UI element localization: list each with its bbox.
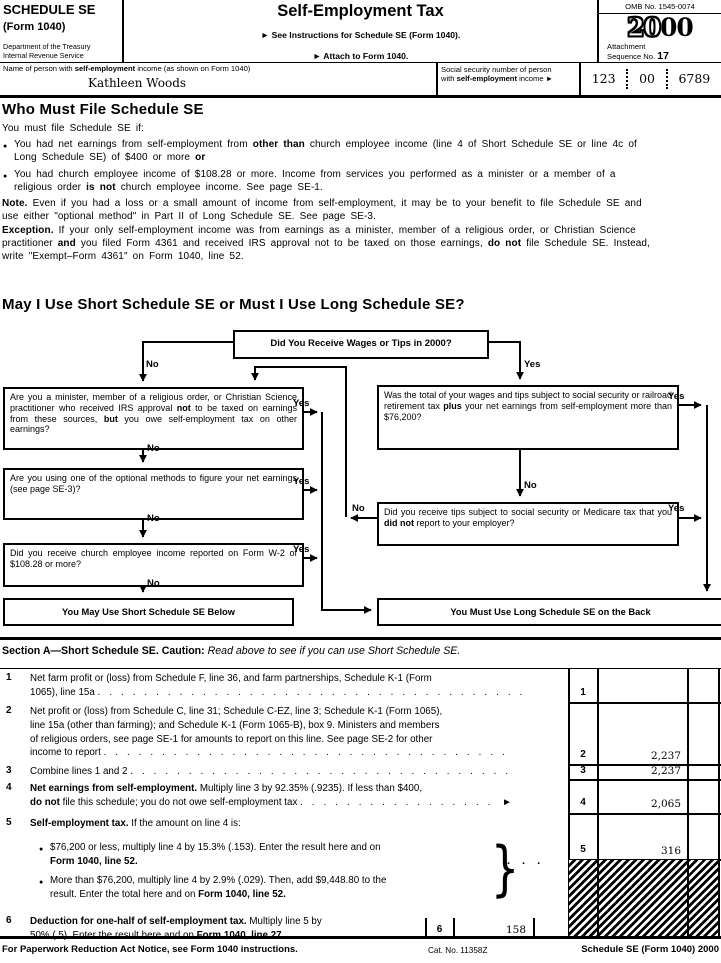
ssn-serial-field[interactable]: 6789 (678, 71, 711, 86)
line4-amount-field[interactable]: 2,065 (650, 798, 681, 810)
line3-amount-field[interactable]: 2,237 (650, 765, 681, 777)
line3-box-number: 3 (580, 765, 586, 776)
who-must-file-bullet-2: ● You had church employee income of $108.28 or more. Income from services you performed as a minister or a member of a religious order is not church employee income. See page SE-1. (3, 169, 616, 194)
omb-number: OMB No. 1545-0074 (625, 2, 695, 11)
bullet-icon: ● (3, 173, 8, 180)
line1-text: Net farm profit or (loss) from Schedule F, line 36, and farm partnerships, Schedule K-1 (Form 1065), line 15a ..................................... (30, 673, 532, 698)
tax-year (599, 15, 721, 40)
flowchart-short-result: You May Use Short Schedule SE Below (3, 598, 294, 626)
section-a-heading-bold: Section A—Short Schedule SE. Caution: (2, 645, 205, 657)
line5-bullet-a: ● $76,200 or less, multiply line 4 by 15.3% (.153). Enter the result here and on Form 1040, line 52. (39, 842, 381, 867)
flowchart-heading: May I Use Short Schedule SE or Must I Use Long Schedule SE? (2, 296, 465, 313)
paperwork-notice: For Paperwork Reduction Act Notice, see Form 1040 instructions. (2, 944, 298, 955)
name-field[interactable]: Kathleen Woods (88, 76, 187, 90)
name-label: Name of person with self-employment income (as shown on Form 1040) (3, 64, 251, 73)
line6-amount-field[interactable]: 158 (505, 924, 526, 936)
form-footer-id: Schedule SE (Form 1040) 2000 (581, 944, 719, 955)
section-a-heading-note: Read above to see if you can use Short Schedule SE. (207, 645, 461, 657)
flowchart-left-question-1: Are you a minister, member of a religious order, or Christian Science practitioner who received IRS approval not to be taxed on earnings from these sources, but you owe self-employment tax on other earnings? (3, 387, 304, 450)
ssn-field-group (581, 63, 721, 94)
line2-number: 2 (6, 705, 12, 716)
flowchart-right-question-1: Was the total of your wages and tips subject to social security or railroad retirement tax plus your net earnings from self-employment more than $76,200? (377, 385, 679, 450)
flowchart-left-question-2: Are you using one of the optional methods to figure your net earnings (see page SE-3)? (3, 468, 304, 520)
form-title: Self-Employment Tax (277, 2, 444, 20)
catalog-number: Cat. No. 11358Z (428, 946, 488, 955)
line1-box-number: 1 (580, 687, 586, 698)
bullet-icon: ● (3, 143, 8, 150)
flowchart-long-result: You Must Use Long Schedule SE on the Back (377, 598, 721, 626)
line2-amount-field[interactable]: 2,237 (650, 750, 681, 762)
line3-text: Combine lines 1 and 2 ................................. (30, 766, 518, 777)
line5-amount-field[interactable]: 316 (660, 845, 681, 857)
line6-box-number: 6 (436, 924, 443, 935)
line5-bullet-b: ● More than $76,200, multiply line 4 by 2.9% (.029). Then, add $9,448.80 to the result. Enter the total here and on Form 1040, line 52. (39, 875, 387, 900)
schedule-number: SCHEDULE SE (3, 2, 96, 17)
label-yes-2: Yes (293, 476, 310, 487)
ssn-area-field[interactable]: 123 (591, 71, 616, 86)
label-no-2: No (147, 513, 160, 524)
shaded-area (569, 860, 720, 936)
flowchart-right-question-2: Did you receive tips subject to social security or Medicare tax that you did not report to your employer? (377, 502, 679, 546)
who-must-file-note: Note. Even if you had a loss or a small amount of income from self-employment, it may be to your benefit to file Schedule SE and use either "optional method" in Part II of Long Schedule SE. See page SE-3. (2, 198, 642, 223)
see-instructions-line: ► See Instructions for Schedule SE (Form 1040). (260, 30, 461, 40)
label-no-3: No (147, 578, 160, 589)
ssn-group-field[interactable]: 00 (639, 71, 655, 86)
line1-number: 1 (6, 672, 12, 683)
label-yes-3: Yes (293, 544, 310, 555)
line4-number: 4 (6, 782, 12, 793)
sequence-number: 17 (657, 50, 669, 62)
line2-text: Net profit or (loss) from Schedule C, line 31; Schedule C-EZ, line 3; Schedule K-1 (Form 1065), line 15a (other than farming); and Schedule K-1 (Form 1065-B), box 9. Ministers and members of religious orders, see page SE-1 for amounts to report on this line. See page SE-2 for other income to report ................................... (30, 706, 514, 759)
section-a-heading (2, 645, 460, 657)
header-left-block (0, 0, 123, 62)
label-no-top: No (146, 359, 159, 370)
who-must-file-intro: You must file Schedule SE if: (2, 123, 144, 134)
label-yes-right-1: Yes (668, 391, 685, 402)
bullet-icon: ● (39, 846, 44, 853)
label-no-right-1: No (524, 480, 537, 491)
label-yes-right-2: Yes (668, 503, 685, 514)
flowchart-left-question-3: Did you receive church employee income reported on Form W-2 of $108.28 or more? (3, 543, 304, 587)
sequence-label: Sequence No. 17 (607, 50, 669, 62)
ssn-divider (626, 69, 628, 89)
line5-box-number: 5 (580, 844, 586, 855)
header-center-block (123, 0, 598, 62)
form-number: (Form 1040) (3, 21, 66, 33)
irs-label: Internal Revenue Service (3, 51, 84, 60)
ssn-label-line2: with self-employment income ► (441, 74, 554, 83)
line3-number: 3 (6, 765, 12, 776)
omb-block (599, 0, 721, 62)
line2-box-number: 2 (580, 749, 586, 760)
year-solid-digits: 00 (660, 13, 693, 42)
label-no-1: No (147, 443, 160, 454)
dept-treasury: Department of the Treasury (3, 42, 91, 51)
ssn-label-line1: Social security number of person (441, 65, 552, 74)
who-must-file-bullet-1: ● You had net earnings from self-employment from other than church employee income (line 4 of Short Schedule SE or line 4c of Long Schedule SE) of $400 or more or (3, 139, 637, 164)
year-outline-digits: 20 (627, 13, 660, 42)
line6-text: Deduction for one-half of self-employment tax. Multiply line 5 by (30, 916, 322, 927)
label-yes-top: Yes (524, 359, 541, 370)
who-must-file-heading: Who Must File Schedule SE (2, 101, 204, 118)
label-yes-1: Yes (293, 398, 310, 409)
line5-dot-leader: ... (507, 855, 553, 867)
ssn-divider (666, 69, 668, 89)
line6-number: 6 (6, 915, 12, 926)
brace-glyph: } (490, 834, 520, 904)
who-must-file-exception: Exception. If your only self-employment income was from earnings as a minister, member of a religious order, or Christian Science practitioner and you filed Form 4361 and received IRS approval not to be taxed on those earnings, do not file Schedule SE. Instead, write "Exempt–Form 4361" on Form 1040, line 52. (2, 225, 650, 263)
attach-line: ► Attach to Form 1040. (312, 51, 409, 61)
connector-top-yes (485, 342, 520, 379)
line4-text: Net earnings from self-employment. Multiply line 3 by 92.35% (.9235). If less than $400, do not file this schedule; you do not owe self-employment tax ................. ► (30, 783, 512, 808)
label-no-right-2: No (352, 503, 365, 514)
line4-box-number: 4 (580, 797, 586, 808)
line5-intro: Self-employment tax. If the amount on line 4 is: (30, 818, 241, 829)
flowchart-top-question: Did You Receive Wages or Tips in 2000? (233, 330, 489, 359)
bullet-icon: ● (39, 879, 44, 886)
attachment-label: Attachment (607, 42, 646, 51)
line5-number: 5 (6, 817, 12, 828)
